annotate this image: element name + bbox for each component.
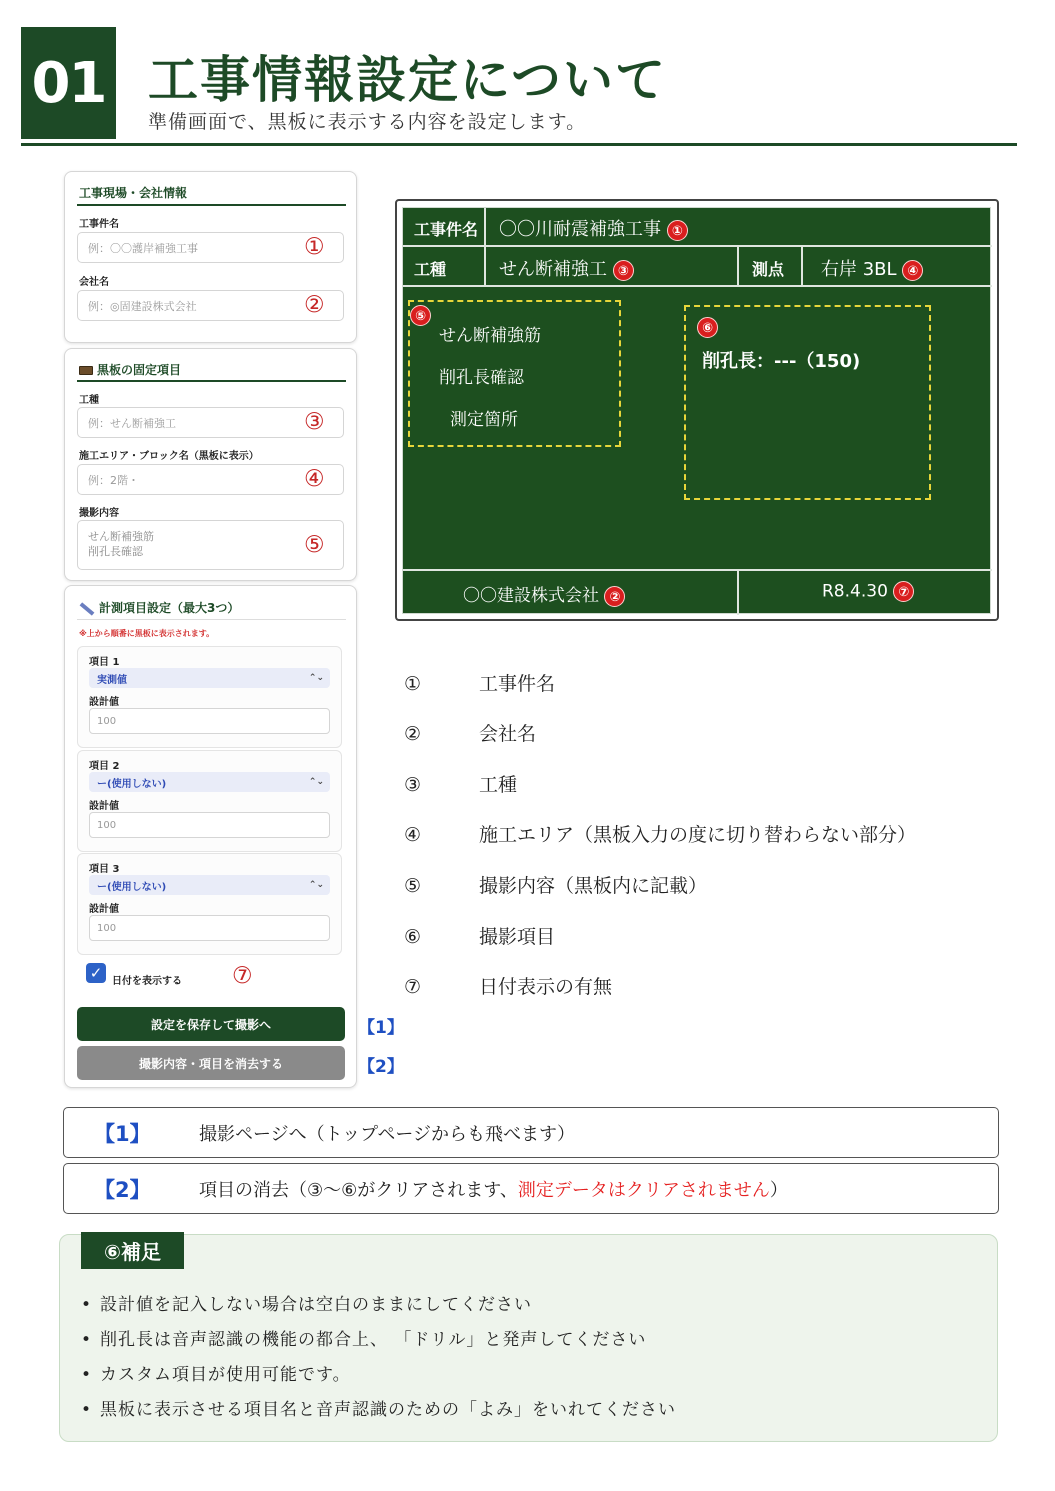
marker-7: ⑦ xyxy=(893,581,914,602)
section-rule xyxy=(77,204,346,206)
date-display-checkbox[interactable]: ✓ xyxy=(86,963,106,983)
item-3-design-input[interactable]: 100 xyxy=(89,915,330,941)
header-divider xyxy=(21,143,1017,146)
item-label: 項目 3 xyxy=(89,864,120,875)
board-value-worktype: せん断補強工 ③ xyxy=(499,255,634,281)
order-note: ※上から順番に黒板に表示されます。 xyxy=(79,629,215,638)
info-box-1 xyxy=(63,1107,999,1158)
design-label: 設計値 xyxy=(89,801,119,812)
supplement-bullet: • 設計値を記入しない場合は空白のままにしてください xyxy=(81,1290,532,1315)
supplement-bullet: • 黒板に表示させる項目名と音声認識のための「よみ」をいれてください xyxy=(81,1395,676,1420)
item-label: 項目 2 xyxy=(89,761,120,772)
board-line xyxy=(484,208,486,287)
chevron-updown-icon: ⌃⌄ xyxy=(308,673,324,683)
marker-2: ② xyxy=(604,586,625,607)
board-value-point: 右岸 3BL ④ xyxy=(821,255,923,281)
textarea-line: せん断補強筋 xyxy=(88,530,154,543)
marker-1: ① xyxy=(304,234,325,260)
marker-5: ⑤ xyxy=(304,532,325,558)
marker-4: ④ xyxy=(902,260,923,281)
marker-7: ⑦ xyxy=(232,963,253,989)
board-icon xyxy=(79,366,93,375)
section-rule xyxy=(77,380,346,382)
board-line xyxy=(403,245,992,247)
work-type-input[interactable]: 例：せん断補強工 xyxy=(77,407,344,438)
measure-item-2 xyxy=(77,750,342,852)
content-line: 測定箇所 xyxy=(450,410,518,430)
info-text: 項目の消去（③〜⑥がクリアされます、測定データはクリアされません） xyxy=(199,1179,788,1201)
measure-item-1 xyxy=(77,646,342,748)
marker-4: ④ xyxy=(304,466,325,492)
board-line xyxy=(737,247,739,287)
measure-dashed-area xyxy=(684,305,931,500)
field-label: 会社名 xyxy=(79,277,109,288)
site-company-panel xyxy=(64,171,357,343)
info-tag: 【1】 xyxy=(94,1121,151,1146)
page-subtitle: 準備画面で、黒板に表示する内容を設定します。 xyxy=(148,111,587,133)
board-company: 〇〇建設株式会社 ② xyxy=(463,581,625,607)
legend-item: ⑥ 撮影項目 xyxy=(404,926,556,948)
supplement-bullet: • カスタム項目が使用可能です。 xyxy=(81,1360,351,1385)
legend-item: ⑤ 撮影内容（黒板内に記載） xyxy=(404,875,708,897)
page-title: 工事情報設定について xyxy=(148,51,667,109)
section-rule xyxy=(77,619,346,620)
project-name-input[interactable]: 例：〇〇護岸補強工事 xyxy=(77,232,344,263)
company-name-input[interactable]: 例：◎固建設株式会社 xyxy=(77,290,344,321)
legend-item: ③ 工種 xyxy=(404,774,518,796)
content-line: 削孔長確認 xyxy=(439,368,524,388)
info-text: 撮影ページへ（トップページからも飛べます） xyxy=(199,1123,576,1145)
measure-settings-panel xyxy=(64,585,357,1088)
clear-button-tag: 【2】 xyxy=(358,1057,404,1077)
legend-item: ② 会社名 xyxy=(404,723,537,745)
marker-5: ⑤ xyxy=(410,305,431,326)
item-1-select[interactable]: 実測値 ⌃⌄ xyxy=(89,668,330,688)
item-2-select[interactable]: ー(使用しない) ⌃⌄ xyxy=(89,772,330,792)
supplement-bullet: • 削孔長は音声認識の機能の都合上、 「ドリル」と発声してください xyxy=(81,1325,646,1350)
info-highlight: 測定データはクリアされません xyxy=(517,1179,770,1201)
info-tag: 【2】 xyxy=(94,1177,151,1202)
chevron-updown-icon: ⌃⌄ xyxy=(308,880,324,890)
chevron-updown-icon: ⌃⌄ xyxy=(308,777,324,787)
item-3-select[interactable]: ー(使用しない) ⌃⌄ xyxy=(89,875,330,895)
field-label: 撮影内容 xyxy=(79,508,119,519)
textarea-line: 削孔長確認 xyxy=(88,545,143,558)
board-fixed-panel xyxy=(64,348,357,581)
item-label: 項目 1 xyxy=(89,657,120,668)
supplement-title: ⑥補足 xyxy=(81,1232,184,1269)
board-label-worktype: 工種 xyxy=(414,260,447,279)
board-label-point: 測点 xyxy=(752,260,785,279)
item-1-design-input[interactable]: 100 xyxy=(89,708,330,734)
field-label: 工種 xyxy=(79,395,99,406)
legend-item: ④ 施工エリア（黒板入力の度に切り替わらない部分） xyxy=(404,824,917,846)
board-line xyxy=(737,571,739,615)
section-number: 01 xyxy=(21,27,116,139)
board-date: R8.4.30 ⑦ xyxy=(822,581,914,602)
measure-text: 削孔長：---（150) xyxy=(702,351,861,372)
marker-6: ⑥ xyxy=(697,317,718,338)
area-block-input[interactable]: 例：2階・ xyxy=(77,464,344,495)
save-button-tag: 【1】 xyxy=(358,1018,404,1038)
marker-3: ③ xyxy=(613,260,634,281)
legend-item: ① 工事件名 xyxy=(404,673,556,695)
content-line: せん断補強筋 xyxy=(439,326,541,346)
field-label: 施工エリア・ブロック名（黒板に表示） xyxy=(79,451,259,462)
info-box-2 xyxy=(63,1163,999,1214)
section-title: 工事現場・会社情報 xyxy=(79,186,188,200)
field-label: 工事件名 xyxy=(79,219,119,230)
measure-item-3 xyxy=(77,853,342,955)
save-and-shoot-button[interactable]: 設定を保存して撮影へ xyxy=(77,1007,345,1041)
design-label: 設計値 xyxy=(89,904,119,915)
clear-items-button[interactable]: 撮影内容・項目を消去する xyxy=(77,1046,345,1080)
board-line xyxy=(403,285,992,287)
checkbox-label: 日付を表示する xyxy=(112,976,182,987)
board-label-project: 工事件名 xyxy=(414,220,479,239)
item-2-design-input[interactable]: 100 xyxy=(89,812,330,838)
blackboard xyxy=(402,207,991,614)
section-title: 計測項目設定（最大3つ） xyxy=(79,599,239,616)
section-title: 黒板の固定項目 xyxy=(79,361,181,378)
marker-2: ② xyxy=(304,292,325,318)
board-line xyxy=(801,247,803,287)
design-label: 設計値 xyxy=(89,697,119,708)
board-line xyxy=(403,569,992,571)
marker-1: ① xyxy=(667,220,688,241)
ruler-icon xyxy=(80,602,95,615)
legend-item: ⑦ 日付表示の有無 xyxy=(404,976,613,998)
board-value-project: 〇〇川耐震補強工事 ① xyxy=(499,215,688,241)
marker-3: ③ xyxy=(304,409,325,435)
